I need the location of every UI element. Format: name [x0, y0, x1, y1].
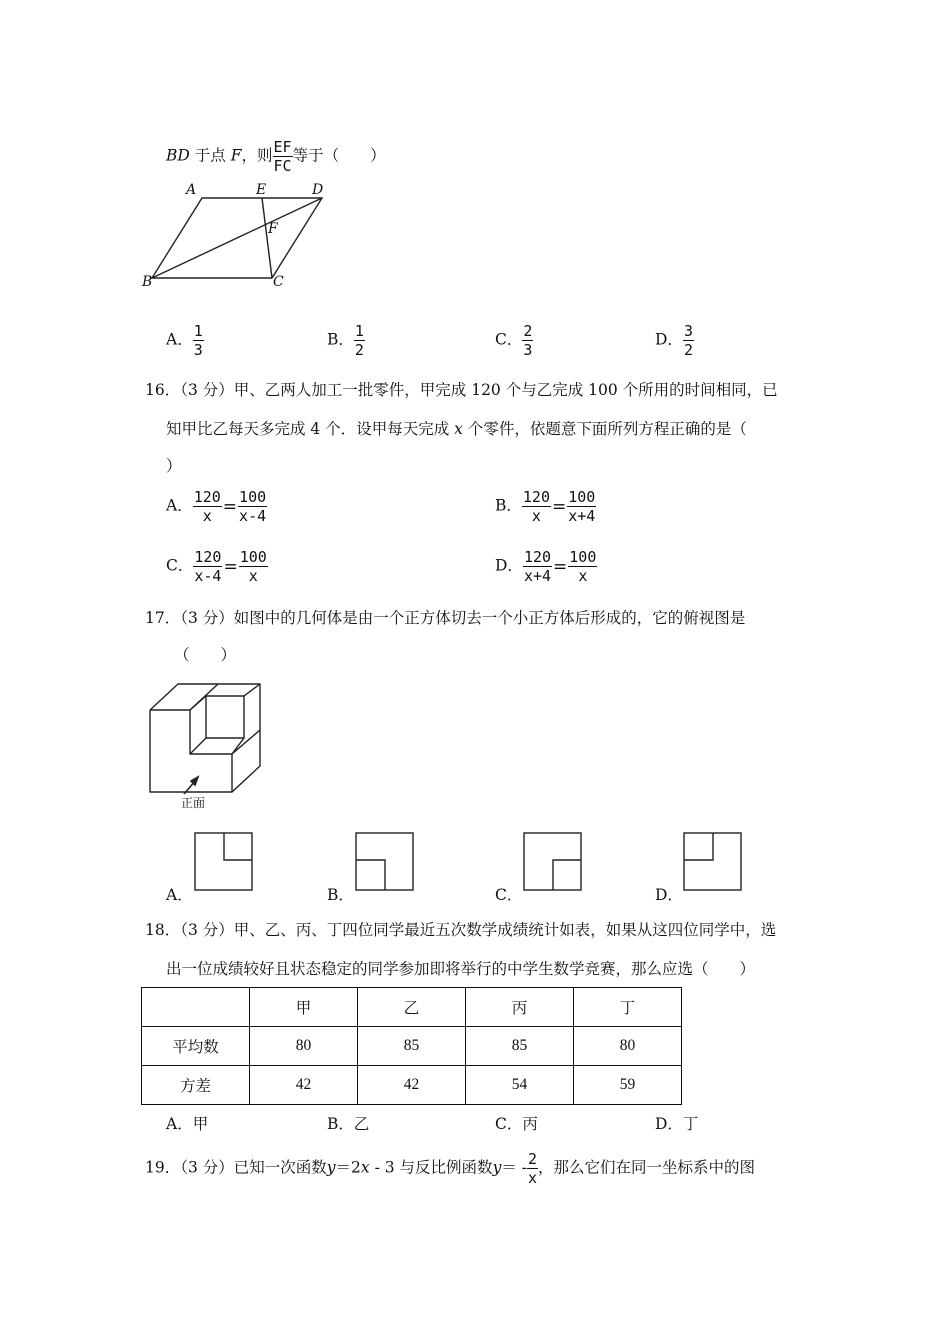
label-c: C	[273, 274, 284, 290]
q17-line2: （ ）	[174, 646, 237, 664]
table-row: 平均数 80 85 85 80	[142, 1027, 682, 1066]
label-b: B	[142, 274, 153, 290]
q15-stem	[166, 138, 386, 175]
q18-option-c[interactable]: C．丙	[495, 1115, 538, 1133]
table-header-row: 甲 乙 丙 丁	[142, 988, 682, 1027]
q17-option-a-figure[interactable]	[194, 832, 254, 892]
q17-option-b-figure[interactable]	[355, 832, 415, 892]
q17-option-d-figure[interactable]	[683, 832, 743, 892]
q17-option-c-label[interactable]: C．	[495, 886, 523, 904]
q15-option-a[interactable]: A． $\frac{1}{3}$	[166, 322, 203, 359]
q15-f: F	[230, 146, 242, 165]
label-a: A	[186, 182, 197, 198]
q18-score-table	[141, 987, 682, 1105]
q16-line2: 知甲比乙每天多完成 4 个．设甲每天完成 x 个零件，依题意下面所列方程正确的是（	[166, 420, 747, 438]
segment-ec	[262, 198, 272, 278]
q17-option-c-figure[interactable]	[523, 832, 583, 892]
label-f: F	[268, 221, 278, 237]
q18-option-d[interactable]: D．丁	[655, 1115, 699, 1133]
q15-tail: 等于（ ）	[292, 146, 386, 165]
q18-line1: 18．（3 分）甲、乙、丙、丁四位同学最近五次数学成绩统计如表，如果从这四位同学中，选	[145, 921, 777, 939]
q15-option-d[interactable]: D． $\frac{3}{2}$	[655, 322, 693, 359]
q16-option-b[interactable]: B． $\frac{120}{x}$ = $\frac{100}{x+4}$	[495, 488, 596, 525]
q16-line1: 16．（3 分）甲、乙两人加工一批零件，甲完成 120 个与乙完成 100 个所用的时间相同，已	[145, 381, 778, 399]
q17-option-a-label[interactable]: A．	[166, 886, 193, 904]
q17-cube-figure	[140, 676, 270, 811]
label-d: D	[312, 182, 324, 198]
q16-option-c[interactable]: C． $\frac{120}{x-4}$ = $\frac{100}{x}$	[166, 548, 267, 585]
q15-then: ，则	[241, 146, 273, 165]
q15-option-b[interactable]: B． $\frac{1}{2}$	[327, 322, 364, 359]
q15-bd: BD	[166, 146, 190, 165]
q16-option-d[interactable]: D． $\frac{120}{x+4}$ = $\frac{100}{x}$	[495, 548, 597, 585]
q18-option-b[interactable]: B．乙	[327, 1115, 370, 1133]
q19-line1: 19．（3 分）已知一次函数y＝2x - 3 与反比例函数y＝ - $\frac{2}{x}$ ，那么它们在同一坐标系中的图	[145, 1150, 756, 1187]
table-row: 方差 42 42 54 59	[142, 1066, 682, 1105]
q17-option-d-label[interactable]: D．	[655, 886, 683, 904]
q15-fraction: $\frac{EF}{FC}$	[273, 138, 292, 175]
label-e: E	[256, 182, 267, 198]
q17-line1: 17．（3 分）如图中的几何体是由一个正方体切去一个小正方体后形成的，它的俯视图是	[145, 609, 746, 627]
q18-option-a[interactable]: A．甲	[166, 1115, 209, 1133]
front-label: 正面	[181, 796, 206, 810]
q18-line2: 出一位成绩较好且状态稳定的同学参加即将举行的中学生数学竞赛，那么应选（ ）	[166, 960, 756, 978]
q16-line3: ）	[166, 457, 182, 475]
q15-option-c[interactable]: C． $\frac{2}{3}$	[495, 322, 533, 359]
q15-mid: 于点	[194, 146, 226, 165]
q19-fraction: $\frac{2}{x}$	[528, 1150, 538, 1187]
q16-option-a[interactable]: A． $\frac{120}{x}$ = $\frac{100}{x-4}$	[166, 488, 267, 525]
q17-option-b-label[interactable]: B．	[327, 886, 354, 904]
q15-parallelogram-figure	[140, 180, 340, 295]
